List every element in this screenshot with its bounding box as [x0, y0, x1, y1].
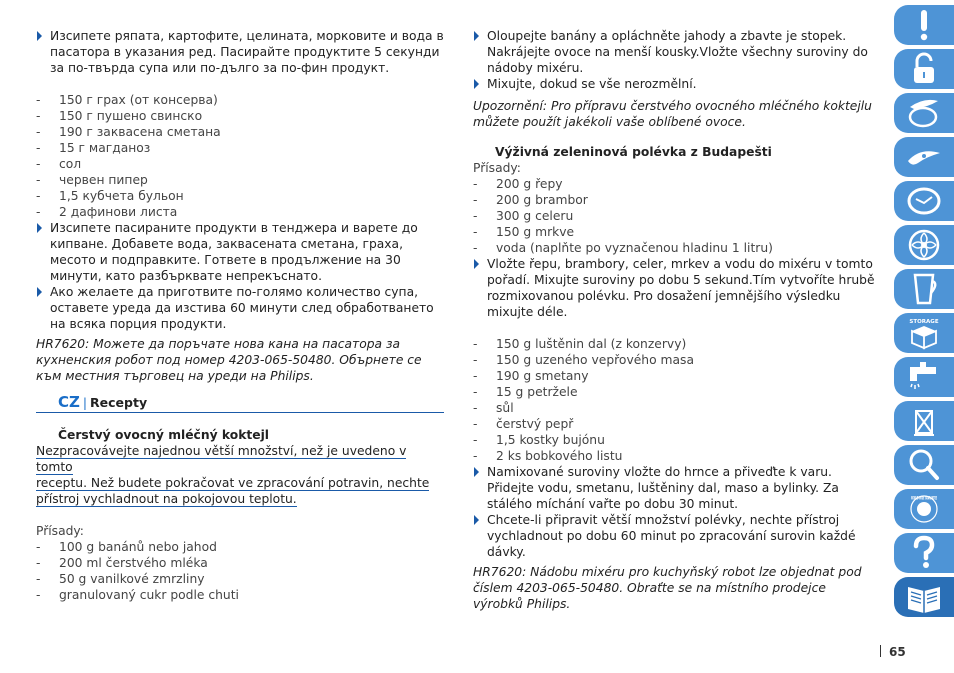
ingredient-item: - 50 g vanilkové zmrzliny — [36, 571, 446, 587]
tab-blade-disc[interactable] — [894, 93, 954, 133]
ingredient-item: - червен пипер — [36, 172, 446, 188]
ingredient-item: - sůl — [473, 400, 875, 416]
tab-environment[interactable] — [894, 401, 954, 441]
guarantee-text: WORLD-WIDE GUARANTEE — [911, 495, 938, 501]
ingredient-item: - 100 g banánů nebo jahod — [36, 539, 446, 555]
ingredient-item: - 2 дафинови листа — [36, 204, 446, 220]
ingredient-item: - 1,5 кубчета бульон — [36, 188, 446, 204]
tab-recipes[interactable] — [894, 577, 954, 617]
tab-safety[interactable] — [894, 5, 954, 45]
ingredient-item: - 1,5 kostky bujónu — [473, 432, 875, 448]
left-column — [36, 28, 446, 603]
ingredient-item: - granulovaný cukr podle chuti — [36, 587, 446, 603]
tab-dough-tool[interactable] — [894, 181, 954, 221]
dough-tool-icon — [904, 183, 944, 219]
instruction-step: Изсипете пасираните продукти в тенджера и варете до кипване. Добавете вода, заквасената сметана, граха, месото и подправките. Гответе в продължение на 30 минути, като разбърквате непрекъснато. — [36, 220, 446, 284]
ingredient-list-cz — [36, 539, 446, 603]
tab-faq[interactable] — [894, 533, 954, 573]
instruction-step: Chcete-li připravit větší množství polévky, nechte přístroj vychladnout po dobu 60 minut po zpracování surovin každé dávky. — [473, 512, 875, 560]
ingredient-item: - 200 g brambor — [473, 192, 875, 208]
padlock-icon — [904, 51, 944, 87]
tab-safety-lock[interactable] — [894, 49, 954, 89]
ingredients-label: Přísady: — [36, 524, 84, 538]
warning-line: Nezpracovávejte najednou větší množství, než je uvedeno v tomto — [36, 444, 407, 474]
instruction-step: Oloupejte banány a opláchněte jahody a zbavte je stopek. Nakrájejte ovoce na menší kousky.Vložte všechny suroviny do nádoby mixéru. — [473, 28, 875, 76]
ingredient-item: - 200 g řepy — [473, 176, 875, 192]
ingredient-list-bg — [36, 92, 446, 220]
ingredient-list — [473, 336, 875, 464]
ingredient-item: - 190 g smetany — [473, 368, 875, 384]
storage-icon — [904, 315, 944, 351]
warning-text — [36, 443, 446, 507]
ingredient-item: - 300 g celeru — [473, 208, 875, 224]
ingredient-item: - 150 g mrkve — [473, 224, 875, 240]
jug-icon — [904, 271, 944, 307]
ingredient-item: - 150 g uzeného vepřového masa — [473, 352, 875, 368]
ingredient-item: - 15 g petržele — [473, 384, 875, 400]
note: HR7620: Можете да поръчате нова кана на пасатора за кухненския робот под номер 4203-065-50480. Обърнете се към местния търговец на уреди на Philips. — [36, 337, 422, 383]
question-icon — [904, 535, 944, 571]
disposal-icon — [904, 403, 944, 439]
ingredient-list — [473, 176, 875, 256]
chapter-sidebar — [894, 5, 954, 633]
book-icon — [904, 579, 944, 615]
note: Upozornění: Pro přípravu čerstvého ovocného mléčného koktejlu můžete použít jakékoli vaše oblíbené ovoce. — [473, 99, 872, 129]
exclamation-icon — [904, 7, 944, 43]
instruction-step: Namixované suroviny vložte do hrnce a přiveďte k varu. Přidejte vodu, smetanu, luštěniny dal, maso a bylinky. Za stálého míchání vařte po dobu 30 minut. — [473, 464, 875, 512]
instruction-step: Vložte řepu, brambory, celer, mrkev a vodu do mixéru v tomto pořadí. Mixujte suroviny po dobu 5 sekund.Tím vytvoříte hrubě rozmixovanou polévku. Pro dosažení jemnějšího výsledku mixujte déle. — [473, 256, 875, 320]
page-number: 65 — [880, 644, 906, 660]
ingredient-item: - 150 g luštěnin dal (z konzervy) — [473, 336, 875, 352]
section-title: Recepty — [90, 395, 148, 410]
ingredients-label: Přísady: — [473, 161, 521, 175]
tab-storage[interactable] — [894, 313, 954, 353]
instruction-step: Ако желаете да приготвите по-голямо количество супа, оставете уреда да изстива 60 минути след обработването на всяка порция продукти. — [36, 284, 446, 332]
tap-icon — [904, 359, 944, 395]
ingredient-item: - 150 г грах (от консерва) — [36, 92, 446, 108]
note: HR7620: Nádobu mixéru pro kuchyňský robot lze objednat pod číslem 4203-065-50480. Obraťte se na místního prodejce výrobků Philips. — [473, 565, 862, 611]
tab-fan-disc[interactable] — [894, 225, 954, 265]
tab-cleaning[interactable] — [894, 357, 954, 397]
language-label: CZ — [58, 393, 80, 411]
recipe-title: Výživná zeleninová polévka z Budapešti — [495, 145, 772, 159]
right-column — [473, 28, 875, 612]
ingredient-item: - 150 г пушено свинско — [36, 108, 446, 124]
knife-blade-icon — [904, 139, 944, 175]
tab-guarantee[interactable] — [894, 489, 954, 529]
ingredient-item: - voda (naplňte po vyznačenou hladinu 1 litru) — [473, 240, 875, 256]
ingredient-item: - 200 ml čerstvého mléka — [36, 555, 446, 571]
ingredient-item: - čerstvý pepř — [473, 416, 875, 432]
warning-line: receptu. Než budete pokračovat ve zpracování potravin, nechte — [36, 476, 430, 490]
instruction-step: Mixujte, dokud se vše nerozmělní. — [473, 76, 875, 92]
tab-knife[interactable] — [894, 137, 954, 177]
ingredient-item: - сол — [36, 156, 446, 172]
ingredient-item: - 15 г магданоз — [36, 140, 446, 156]
svg-text:STORAGE: STORAGE — [909, 319, 939, 325]
fan-disc-icon — [904, 227, 944, 263]
section-header — [36, 394, 444, 413]
separator: | — [82, 396, 88, 410]
ingredient-item: - 2 ks bobkového listu — [473, 448, 875, 464]
blade-disc-icon — [904, 95, 944, 131]
magnifier-icon — [904, 447, 944, 483]
recipe-title: Čerstvý ovocný mléčný koktejl — [58, 428, 270, 442]
tab-troubleshooting[interactable] — [894, 445, 954, 485]
tab-jug[interactable] — [894, 269, 954, 309]
guarantee-icon — [904, 491, 944, 527]
warning-line: přístroj vychladnout na pokojovou teplotu. — [36, 492, 297, 506]
ingredient-item: - 190 г заквасена сметана — [36, 124, 446, 140]
instruction-step: Изсипете ряпата, картофите, целината, морковите и вода в пасатора в указания ред. Пасирайте продуктите 5 секунди за по-твърда супа или по-дълго за по-фин продукт. — [36, 28, 446, 76]
